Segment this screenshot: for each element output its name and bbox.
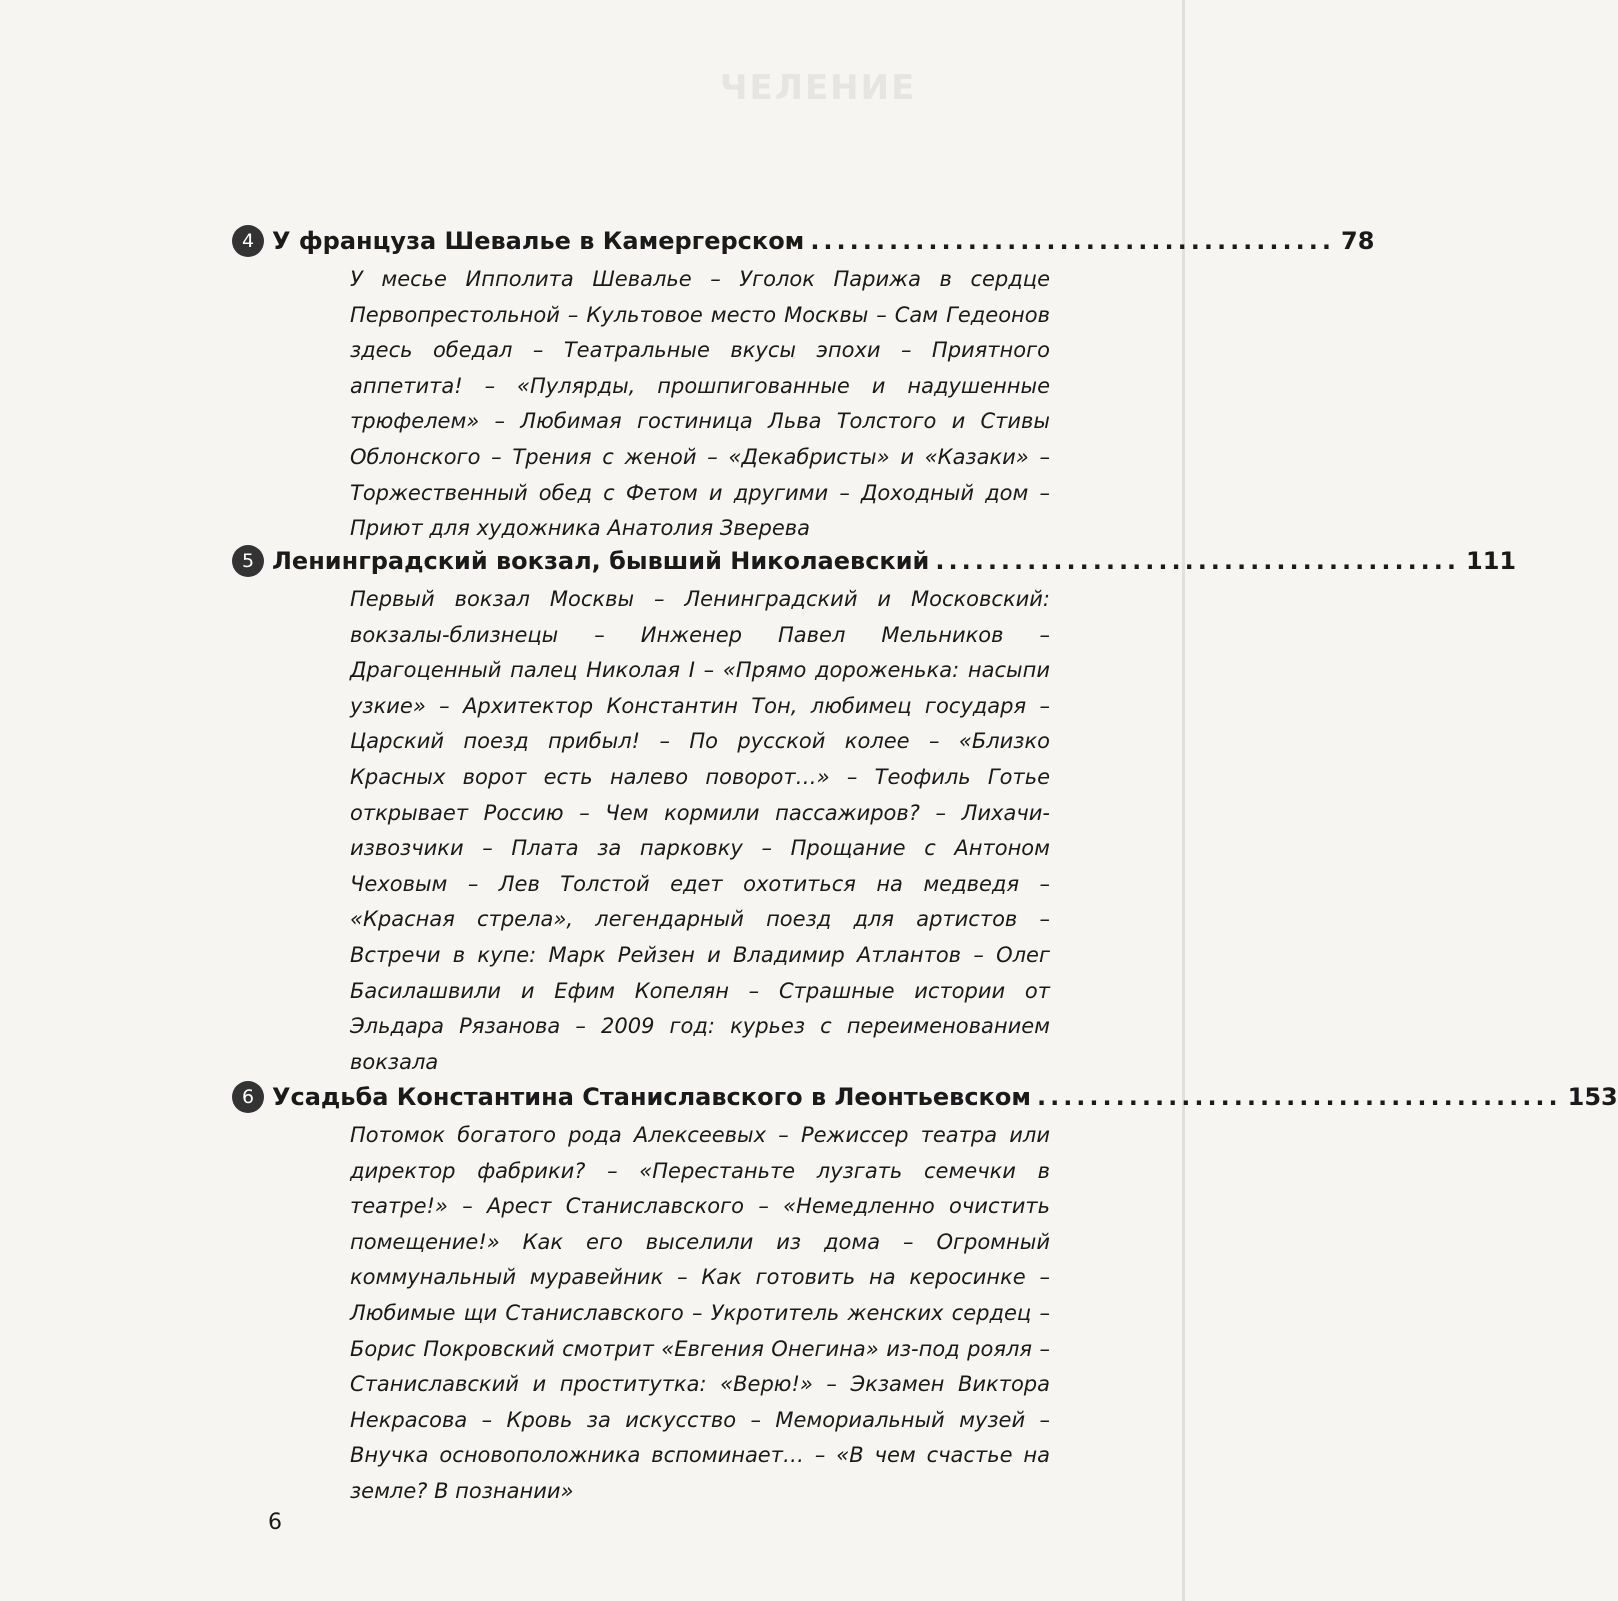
toc-entry-5 <box>232 542 1517 1080</box>
dot-leader: ........................................ <box>935 547 1461 575</box>
chapter-title: Ленинградский вокзал, бывший Николаевский <box>272 547 930 575</box>
chapter-title: Усадьба Константина Станиславского в Леонтьевском <box>272 1083 1031 1111</box>
chapter-number-badge: 4 <box>232 225 264 257</box>
page-number: 153 <box>1567 1083 1618 1111</box>
chapter-number-badge: 6 <box>232 1081 264 1113</box>
chapter-title: У француза Шевалье в Камергерском <box>272 227 805 255</box>
entry-heading <box>232 542 1517 580</box>
chapter-number-badge: 5 <box>232 545 264 577</box>
chapter-summary: У месье Ипполита Шевалье – Уголок Парижа в сердце Первопрестольной – Культовое место Москвы – Сам Гедеонов здесь обедал – Театральные вкусы эпохи – Приятного аппетита! – «Пулярды, прошпигованные и надушенные трюфелем» – Любимая гостиница Льва Толстого и Стивы Облонского – Трения с женой – «Декабристы» и «Казаки» – Торжественный обед с Фетом и другими – Доходный дом – Приют для художника Анатолия Зверева <box>350 267 1050 541</box>
page-number: 78 <box>1341 227 1375 255</box>
toc-entry-6 <box>232 1078 1618 1510</box>
entry-heading <box>232 222 1375 260</box>
toc-entry-4 <box>232 222 1375 547</box>
chapter-summary: Первый вокзал Москвы – Ленинградский и Московский: вокзалы-близнецы – Инженер Павел Мельников – Драгоценный палец Николая I – «Прямо дороженька: насыпи узкие» – Архитектор Константин Тон, любимец государя – Царский поезд прибыл! – По русской колее – «Близко Красных ворот есть налево поворот…» – Теофиль Готье открывает Россию – Чем кормили пассажиров? – Лихачи-извозчики – Плата за парковку – Прощание с Антоном Чеховым – Лев Толстой едет охотиться на медведя – «Красная стрела», легендарный поезд для артистов – Встречи в купе: Марк Рейзен и Владимир Атлантов – Олег Басилашвили и Ефим Копелян – Страшные истории от Эльдара Рязанова – 2009 год: курьез с переименованием вокзала <box>350 587 1050 1074</box>
bleed-through-heading: ЧЕЛЕНИЕ <box>720 68 917 108</box>
page-folio: 6 <box>268 1510 282 1535</box>
entry-heading <box>232 1078 1618 1116</box>
dot-leader: ........................................ <box>810 227 1335 255</box>
page-number: 111 <box>1466 547 1517 575</box>
chapter-summary: Потомок богатого рода Алексеевых – Режиссер театра или директор фабрики? – «Перестаньте лузгать семечки в театре!» – Арест Станиславского – «Немедленно очистить помещение!» Как его выселили из дома – Огромный коммунальный муравейник – Как готовить на керосинке – Любимые щи Станиславского – Укротитель женских сердец – Борис Покровский смотрит «Евгения Онегина» из-под рояля – Станиславский и проститутка: «Верю!» – Экзамен Виктора Некрасова – Кровь за искусство – Мемориальный музей – Внучка основоположника вспоминает… – «В чем счастье на земле? В познании» <box>350 1123 1050 1503</box>
dot-leader: ........................................ <box>1036 1083 1562 1111</box>
